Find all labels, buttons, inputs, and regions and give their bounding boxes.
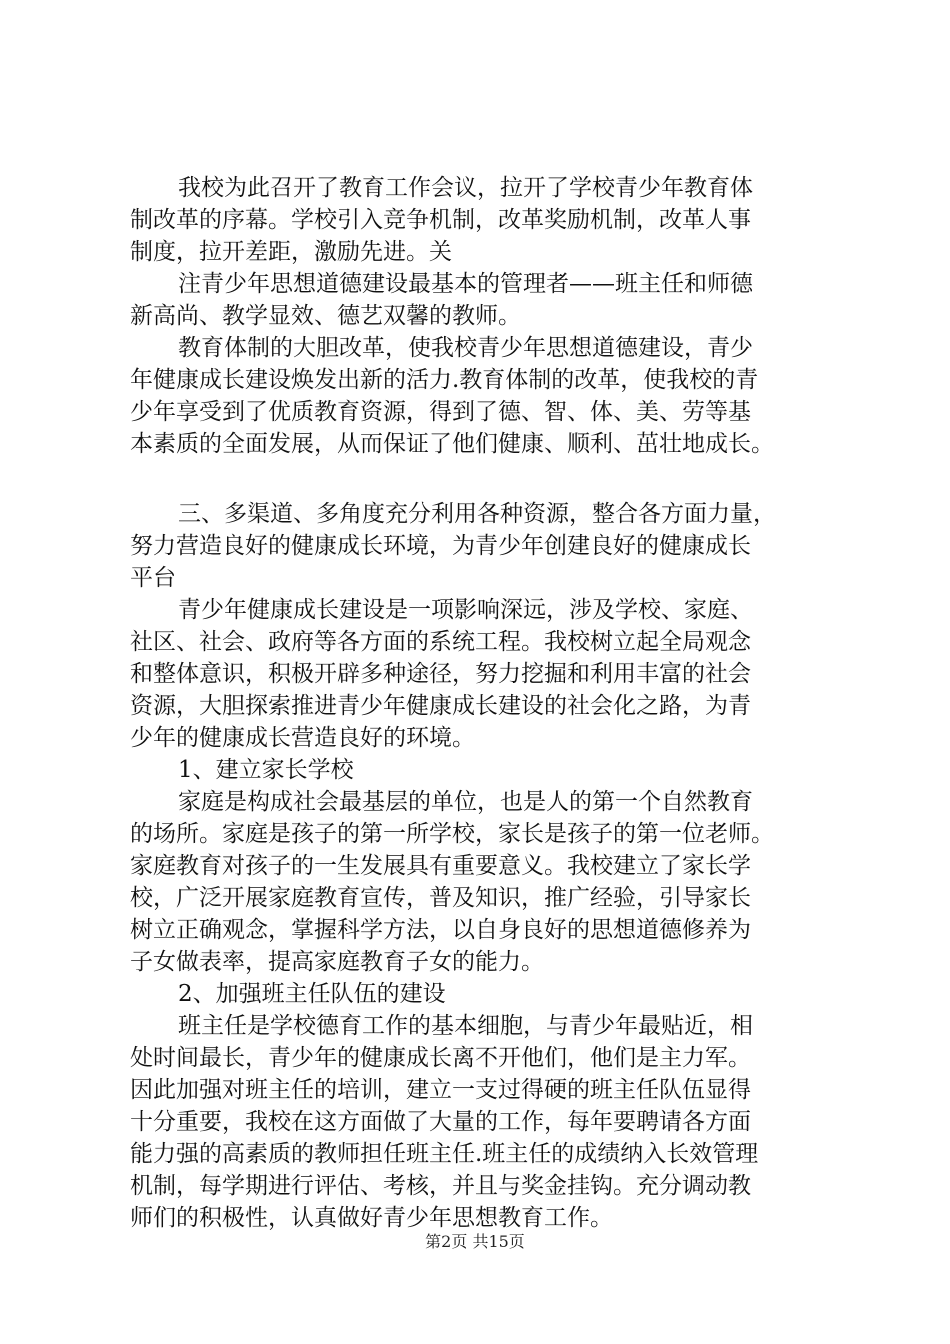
paragraph-line: 注青少年思想道德建设最基本的管理者——班主任和师德 — [178, 271, 753, 297]
paragraph-line: 处时间最长，青少年的健康成长离不开他们，他们是主力军。 — [130, 1045, 751, 1071]
paragraph-line: 校，广泛开展家庭教育宣传，普及知识，推广经验，引导家长 — [130, 885, 751, 911]
subheading-parent-school: 1、建立家长学校 — [178, 757, 354, 783]
subheading-class-teachers: 2、加强班主任队伍的建设 — [178, 981, 446, 1007]
paragraph-line: 年健康成长建设焕发出新的活力.教育体制的改革，使我校的青 — [130, 367, 759, 393]
paragraph-line: 教育体制的大胆改革，使我校青少年思想道德建设，青少 — [178, 335, 753, 361]
paragraph-line: 师们的积极性，认真做好青少年思想教育工作。 — [130, 1205, 613, 1231]
section-heading-line: 平台 — [130, 565, 176, 591]
paragraph-line: 制度，拉开差距，激励先进。关 — [130, 239, 452, 265]
page-number-footer: 第2页 共15页 — [425, 1232, 525, 1251]
paragraph-line: 机制，每学期进行评估、考核，并且与奖金挂钩。充分调动教 — [130, 1173, 751, 1199]
paragraph-line: 少年享受到了优质教育资源，得到了德、智、体、美、劳等基 — [130, 399, 751, 425]
paragraph-line: 青少年健康成长建设是一项影响深远，涉及学校、家庭、 — [178, 597, 753, 623]
paragraph-line: 资源，大胆探索推进青少年健康成长建设的社会化之路，为青 — [130, 693, 751, 719]
paragraph-line: 家庭教育对孩子的一生发展具有重要意义。我校建立了家长学 — [130, 853, 751, 879]
paragraph-line: 新高尚、教学显效、德艺双馨的教师。 — [130, 303, 521, 329]
paragraph-line: 少年的健康成长营造良好的环境。 — [130, 725, 475, 751]
paragraph-line: 家庭是构成社会最基层的单位，也是人的第一个自然教育 — [178, 789, 753, 815]
paragraph-line: 社区、社会、政府等各方面的系统工程。我校树立起全局观念 — [130, 629, 751, 655]
paragraph-spacer — [130, 460, 830, 498]
paragraph-line: 的场所。家庭是孩子的第一所学校，家长是孩子的第一位老师。 — [130, 821, 774, 847]
paragraph-line: 和整体意识，积极开辟多种途径，努力挖掘和利用丰富的社会 — [130, 661, 751, 687]
paragraph-line: 制改革的序幕。学校引入竞争机制，改革奖励机制，改革人事 — [130, 207, 751, 233]
paragraph-line: 本素质的全面发展，从而保证了他们健康、顺利、茁壮地成长。 — [130, 431, 774, 457]
paragraph-line: 因此加强对班主任的培训，建立一支过得硬的班主任队伍显得 — [130, 1077, 751, 1103]
section-heading-line: 三、多渠道、多角度充分利用各种资源，整合各方面力量， — [178, 501, 776, 527]
paragraph-line: 能力强的高素质的教师担任班主任.班主任的成绩纳入长效管理 — [130, 1141, 759, 1167]
paragraph-line: 班主任是学校德育工作的基本细胞，与青少年最贴近，相 — [178, 1013, 753, 1039]
paragraph-line: 十分重要，我校在这方面做了大量的工作，每年要聘请各方面 — [130, 1109, 751, 1135]
paragraph-line: 我校为此召开了教育工作会议，拉开了学校青少年教育体 — [178, 175, 753, 201]
section-heading-line: 努力营造良好的健康成长环境，为青少年创建良好的健康成长 — [130, 533, 751, 559]
paragraph-line: 树立正确观念，掌握科学方法，以自身良好的思想道德修养为 — [130, 917, 751, 943]
document-body — [130, 172, 830, 1234]
paragraph-line: 子女做表率，提高家庭教育子女的能力。 — [130, 949, 544, 975]
